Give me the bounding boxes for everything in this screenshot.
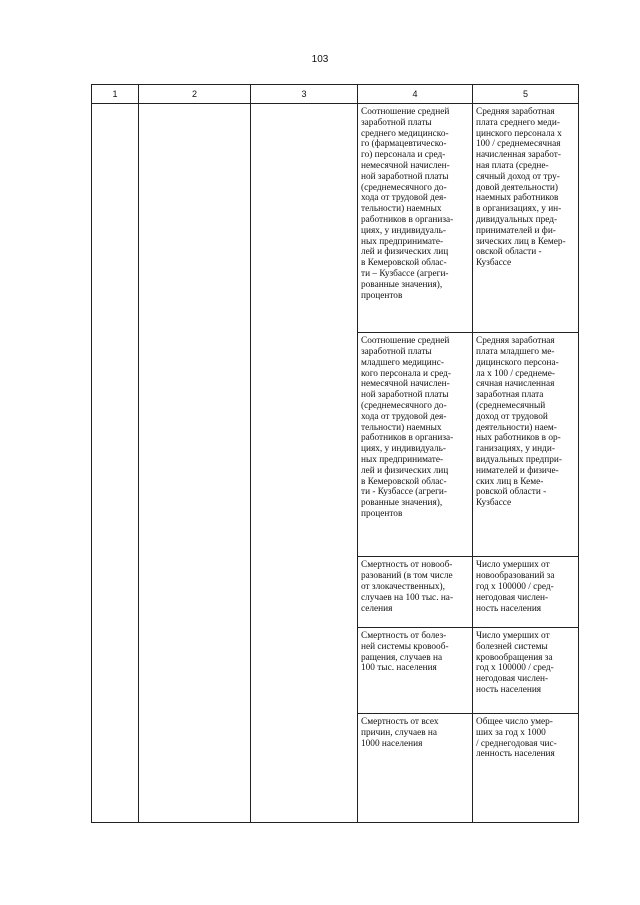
cell-text-line: ла х 100 / среднеме-	[476, 368, 555, 379]
cell-text-line: ных работников в ор-	[476, 433, 561, 444]
column-header-1: 1	[92, 85, 139, 104]
cell-text-line: год х 100000 / сред-	[476, 663, 554, 674]
cell-text-line: цинского персонала х	[476, 128, 562, 139]
cell-text-line: го (фармацевтическо-	[361, 139, 447, 150]
column-3-cell	[251, 104, 358, 823]
cell-text-line: ти – Кузбассе (агреги-	[361, 268, 449, 279]
cell-text-line: ших за год х 1000	[476, 727, 546, 738]
cell-text-line: Число умерших от	[476, 631, 550, 642]
cell-text-line: ность населения	[476, 603, 542, 614]
cell-text-line: год х 100000 / сред-	[476, 581, 554, 592]
cell-text-line: наемных работников	[476, 193, 559, 204]
column-1-cell	[92, 104, 139, 823]
cell-text-line: немесячной начислен-	[361, 379, 450, 390]
column-header-5: 5	[473, 85, 579, 104]
document-table	[91, 84, 579, 823]
cell-text-line: Смертность от болез-	[361, 631, 447, 642]
cell-text-line: заработной платы	[361, 117, 432, 128]
formula-cell	[473, 333, 579, 557]
cell-text-line: плата среднего меди-	[476, 117, 560, 128]
cell-text-line: нимателей и физиче-	[476, 465, 559, 476]
cell-text-line: рованные значения),	[361, 279, 443, 290]
cell-text-line: младшего медицинс-	[361, 357, 444, 368]
cell-text-line: негодовая числен-	[476, 592, 549, 603]
cell-text-line: (среднемесячного до-	[361, 182, 447, 193]
cell-text-line: негодовая числен-	[476, 674, 549, 685]
cell-text-line: плата младшего ме-	[476, 347, 555, 358]
cell-text-line: случаев на 100 тыс. на-	[361, 592, 454, 603]
indicator-cell	[358, 628, 473, 714]
formula-cell	[473, 713, 579, 822]
cell-text-line: Смертность от новооб-	[361, 560, 453, 571]
cell-text-line: циях, у индивидуаль-	[361, 225, 446, 236]
cell-text-line: дивидуальных пред-	[476, 214, 558, 225]
cell-text-line: работников в организа-	[361, 214, 454, 225]
cell-text-line: немесячной начислен-	[361, 160, 450, 171]
cell-text-line: ровской области -	[476, 487, 547, 498]
cell-text-line: работников в организа-	[361, 433, 454, 444]
indicator-cell	[358, 557, 473, 628]
cell-text-line: в организациях, у ин-	[476, 204, 562, 215]
cell-text-line: ность населения	[476, 685, 542, 696]
column-header-3: 3	[251, 85, 358, 104]
cell-text-line: 100 тыс. населения	[361, 663, 437, 674]
cell-text-line: сячная начисленная	[476, 379, 555, 390]
cell-text-line: кровообращения за	[476, 652, 553, 663]
cell-text-line: заработной платы	[361, 347, 432, 358]
cell-text-line: 100 / среднемесячная	[476, 139, 561, 150]
indicator-cell	[358, 713, 473, 822]
cell-text-line: ной заработной платы	[361, 171, 449, 182]
cell-text-line: Соотношение средней	[361, 107, 450, 117]
cell-text-line: Средняя заработная	[476, 336, 555, 347]
cell-text-line: Число умерших от	[476, 560, 550, 571]
cell-text-line: разований (в том числе	[361, 571, 453, 582]
cell-text-line: кого персонала и сред-	[361, 368, 451, 379]
cell-text-line: в Кемеровской облас-	[361, 476, 447, 487]
cell-text-line: видуальных предпри-	[476, 454, 562, 465]
cell-text-line: / среднегодовая чис-	[476, 738, 557, 749]
cell-text-line: доход от трудовой	[476, 411, 548, 422]
cell-text-line: среднего медицинско-	[361, 128, 449, 139]
column-2-cell	[139, 104, 251, 823]
cell-text-line: Средняя заработная	[476, 107, 555, 117]
indicator-cell	[358, 104, 473, 333]
cell-text-line: дицинского персона-	[476, 357, 559, 368]
cell-text-line: ганизациях, у инди-	[476, 444, 555, 455]
cell-text-line: ная плата (средне-	[476, 160, 549, 171]
cell-text-line: ных предпринимате-	[361, 236, 444, 247]
cell-text-line: 1000 населения	[361, 738, 423, 749]
cell-text-line: (среднемесячного до-	[361, 401, 447, 411]
cell-text-line: (среднемесячный	[476, 401, 546, 411]
indicator-cell	[358, 333, 473, 557]
cell-text-line: тельности) наемных	[361, 422, 442, 433]
column-header-4: 4	[358, 85, 473, 104]
cell-text-line: принимателей и фи-	[476, 225, 556, 236]
cell-text-line: хода от трудовой дея-	[361, 193, 447, 204]
cell-text-line: от злокачественных),	[361, 581, 445, 592]
cell-text-line: лей и физических лиц	[361, 247, 449, 258]
table-header-row	[92, 85, 579, 104]
cell-text-line: овской области -	[476, 247, 542, 258]
table-row	[92, 104, 579, 333]
cell-text-line: болезней системы	[476, 641, 548, 652]
cell-text-line: ней системы кровооб-	[361, 641, 449, 652]
cell-text-line: селения	[361, 603, 393, 614]
cell-text-line: деятельности) наем-	[476, 422, 557, 433]
cell-text-line: ти - Кузбассе (агреги-	[361, 487, 447, 498]
column-header-2: 2	[139, 85, 251, 104]
cell-text-line: рованные значения),	[361, 498, 443, 509]
formula-cell	[473, 104, 579, 333]
cell-text-line: заработная плата	[476, 390, 544, 401]
cell-text-line: процентов	[361, 508, 403, 519]
page-number: 103	[311, 54, 329, 65]
cell-text-line: причин, случаев на	[361, 727, 438, 738]
cell-text-line: го) персонала и сред-	[361, 150, 446, 161]
cell-text-line: Общее число умер-	[476, 716, 553, 727]
cell-text-line: ной заработной платы	[361, 390, 449, 401]
cell-text-line: ленность населения	[476, 749, 555, 760]
cell-text-line: хода от трудовой дея-	[361, 411, 447, 422]
cell-text-line: Кузбассе	[476, 498, 512, 509]
cell-text-line: ращения, случаев на	[361, 652, 443, 663]
cell-text-line: сячный доход от тру-	[476, 171, 560, 182]
cell-text-line: лей и физических лиц	[361, 465, 449, 476]
cell-text-line: циях, у индивидуаль-	[361, 444, 446, 455]
cell-text-line: довой деятельности)	[476, 182, 558, 193]
cell-text-line: Кузбассе	[476, 258, 512, 269]
cell-text-line: процентов	[361, 290, 403, 301]
formula-cell	[473, 628, 579, 714]
formula-cell	[473, 557, 579, 628]
cell-text-line: новообразований за	[476, 571, 555, 582]
cell-text-line: ских лиц в Кеме-	[476, 476, 544, 487]
cell-text-line: тельности) наемных	[361, 204, 442, 215]
cell-text-line: ных предпринимате-	[361, 454, 444, 465]
cell-text-line: зических лиц в Кемер-	[476, 236, 566, 247]
cell-text-line: Смертность от всех	[361, 716, 439, 727]
cell-text-line: начисленная заработ-	[476, 150, 561, 161]
cell-text-line: Соотношение средней	[361, 336, 450, 347]
cell-text-line: в Кемеровской облас-	[361, 258, 447, 269]
